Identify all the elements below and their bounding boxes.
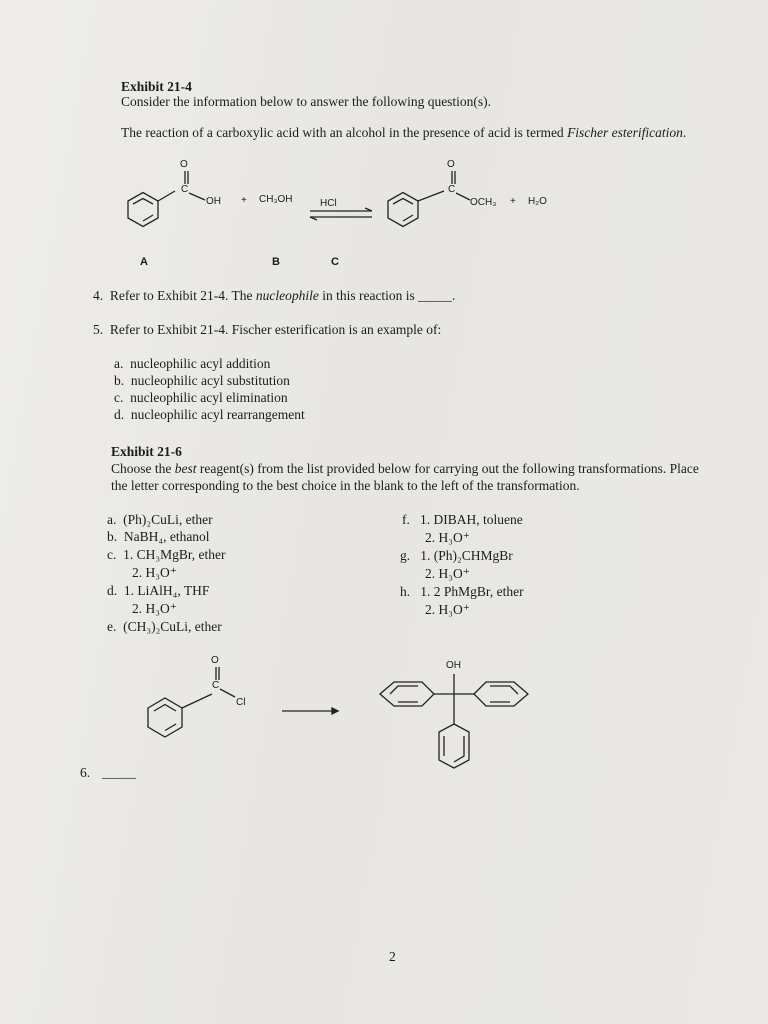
option-text: nucleophilic acyl elimination	[130, 390, 288, 405]
exhibit-21-6-line-1	[111, 461, 699, 477]
exhibit-21-6-title: Exhibit 21-6	[111, 444, 182, 459]
option-text: nucleophilic acyl addition	[130, 356, 271, 371]
reagent-letter: a.	[107, 512, 117, 527]
product-carbonyl-carbon: C	[448, 184, 456, 195]
q6-chlorine: Cl	[236, 697, 246, 708]
option-5a	[114, 356, 270, 372]
option-text: nucleophilic acyl rearrangement	[130, 407, 305, 422]
reagent-line: NaBH₄, ethanol	[123, 529, 210, 544]
option-letter: b.	[114, 373, 125, 388]
product-carbonyl-oxygen: O	[447, 159, 455, 170]
question-4-term: nucleophile	[255, 288, 319, 303]
reagent-d	[107, 583, 209, 599]
reagent-line: 1. 2 PhMgBr, ether	[420, 584, 524, 599]
question-4-text-after: in this reaction is _____.	[322, 288, 456, 303]
label-c: C	[331, 256, 339, 268]
exhibit-21-6-line-1-before: Choose the	[111, 461, 172, 476]
reagent-line: 1. (Ph)₂CHMgBr	[420, 548, 513, 563]
question-5-number: 5.	[93, 322, 104, 337]
question-5	[93, 322, 441, 338]
option-letter: d.	[114, 407, 125, 422]
reagent-g	[400, 548, 513, 564]
exhibit-21-4-instruction: Consider the information below to answer the following question(s).	[121, 94, 492, 109]
fischer-intro-term: Fischer esterification	[567, 125, 683, 140]
reagent-f-step-2: 2. H₃O⁺	[425, 530, 470, 545]
reagent-c-step-2: 2. H₃O⁺	[132, 565, 177, 580]
reagent-line: (Ph)₂CuLi, ether	[123, 512, 213, 527]
question-4-number: 4.	[93, 288, 104, 303]
page-number: 2	[389, 949, 396, 964]
option-letter: a.	[114, 356, 124, 371]
question-5-text: Refer to Exhibit 21-4. Fischer esterification is an example of:	[109, 322, 442, 337]
reagent-letter: h.	[400, 584, 411, 599]
q6-carbonyl-oxygen: O	[211, 655, 219, 666]
reagent-line: (CH₃)₂CuLi, ether	[123, 619, 222, 634]
product-och3-group: OCH₃	[470, 197, 497, 208]
reactant-carbonyl-carbon: C	[181, 184, 189, 195]
fischer-intro	[121, 125, 686, 141]
exhibit-21-6-best: best	[174, 461, 197, 476]
reagent-g-step-2: 2. H₃O⁺	[425, 566, 470, 581]
option-text: nucleophilic acyl substitution	[130, 373, 290, 388]
reagent-c	[107, 547, 226, 563]
product-oh-label: OH	[446, 660, 461, 671]
plus-sign-1: +	[241, 195, 247, 206]
equilibrium-arrows	[308, 208, 378, 224]
reagent-letter: c.	[107, 547, 117, 562]
option-5b	[114, 373, 290, 389]
fischer-intro-text: The reaction of a carboxylic acid with an alcohol in the presence of acid is termed	[121, 125, 564, 140]
q6-reaction-arrow	[280, 705, 340, 717]
reagent-f	[402, 512, 523, 528]
fischer-intro-end: .	[682, 125, 687, 140]
option-letter: c.	[114, 390, 124, 405]
reagent-line: 1. LiAlH₄, THF	[123, 583, 210, 598]
exhibit-21-6-line-2: the letter corresponding to the best choice in the blank to the left of the transformation.	[111, 478, 580, 493]
reagent-b	[107, 529, 210, 545]
triphenylmethanol-structure	[370, 672, 550, 792]
reagent-letter: e.	[107, 619, 117, 634]
reactant-carbonyl-oxygen: O	[180, 159, 188, 170]
reagent-letter: g.	[400, 548, 411, 563]
reagent-letter: f.	[402, 512, 410, 527]
question-6-blank[interactable]: _____	[102, 765, 136, 780]
reagent-a	[107, 512, 213, 528]
exhibit-21-6-line-1-after: reagent(s) from the list provided below for carrying out the following transformations. Place	[199, 461, 699, 476]
question-4-text-before: Refer to Exhibit 21-4. The	[109, 288, 253, 303]
reagent-letter: d.	[107, 583, 118, 598]
reagent-line: 1. CH₃MgBr, ether	[123, 547, 226, 562]
label-a: A	[140, 256, 148, 268]
question-4	[93, 288, 455, 304]
q6-carbonyl-carbon: C	[212, 680, 220, 691]
methanol-formula: CH₃OH	[259, 194, 293, 205]
exhibit-21-4-title: Exhibit 21-4	[121, 79, 192, 94]
water-formula: H₂O	[528, 196, 547, 207]
plus-sign-2: +	[510, 196, 516, 207]
methyl-benzoate-structure	[378, 180, 458, 240]
option-5d	[114, 407, 305, 423]
reagent-h-step-2: 2. H₃O⁺	[425, 602, 470, 617]
reagent-line: 1. DIBAH, toluene	[420, 512, 523, 527]
question-6-number: 6.	[80, 765, 91, 780]
catalyst-label: HCl	[320, 198, 337, 209]
reagent-letter: b.	[107, 529, 118, 544]
label-b: B	[272, 256, 280, 268]
reagent-d-step-2: 2. H₃O⁺	[132, 601, 177, 616]
benzoyl-chloride-structure	[138, 682, 218, 752]
reagent-e	[107, 619, 222, 635]
reagent-h	[400, 584, 524, 600]
reactant-oh-group: OH	[206, 196, 221, 207]
option-5c	[114, 390, 288, 406]
reactant-c-oh-bond	[188, 192, 208, 204]
